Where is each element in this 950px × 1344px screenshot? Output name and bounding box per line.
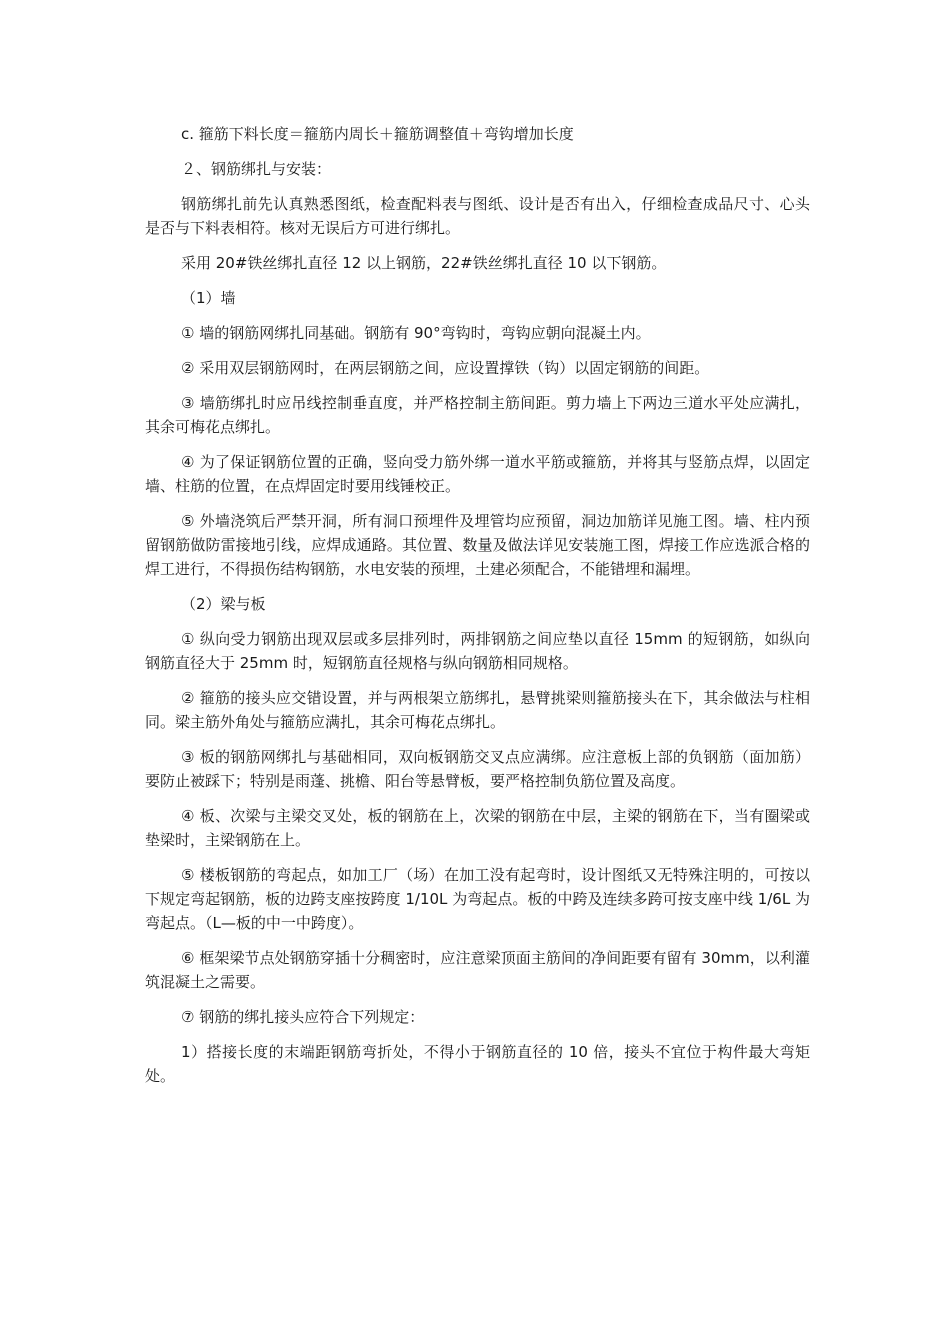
list-item: ⑦ 钢筋的绑扎接头应符合下列规定： <box>181 1008 425 1026</box>
list-item: ⑥ 框架梁节点处钢筋穿插十分稠密时，应注意梁顶面主筋间的净间距要有留有 30mm，以利灌筑混凝土之需要。 <box>145 949 810 991</box>
paragraph: c. 箍筋下料长度＝箍筋内周长＋箍筋调整值＋弯钩增加长度 <box>181 125 574 143</box>
list-item: ② 采用双层钢筋网时，在两层钢筋之间，应设置撑铁（钩）以固定钢筋的间距。 <box>181 359 710 377</box>
subsection-heading: （1）墙 <box>181 289 236 307</box>
list-item: ⑤ 楼板钢筋的弯起点，如加工厂（场）在加工没有起弯时，设计图纸又无特殊注明的，可按以下规定弯起钢筋，板的边跨支座按跨度 1/10L 为弯起点。板的中跨及连续多跨可按支座中线 1/6L 为弯起点。（L—板的中一中跨度）。 <box>145 866 810 932</box>
section-heading: ２、钢筋绑扎与安装： <box>181 160 332 178</box>
list-item: ③ 板的钢筋网绑扎与基础相同，双向板钢筋交叉点应满绑。应注意板上部的负钢筋（面加筋）要防止被踩下；特别是雨蓬、挑檐、阳台等悬臂板，要严格控制负筋位置及高度。 <box>145 748 810 790</box>
document-body <box>145 122 810 1088</box>
list-item: ④ 为了保证钢筋位置的正确，竖向受力筋外绑一道水平筋或箍筋，并将其与竖筋点焊，以固定墙、柱筋的位置，在点焊固定时要用线锤校正。 <box>145 453 810 495</box>
list-item: ② 箍筋的接头应交错设置，并与两根架立筋绑扎，悬臂挑梁则箍筋接头在下，其余做法与柱相同。梁主筋外角处与箍筋应满扎，其余可梅花点绑扎。 <box>145 689 810 731</box>
subsection-heading: （2）梁与板 <box>181 595 266 613</box>
list-item: ① 墙的钢筋网绑扎同基础。钢筋有 90°弯钩时，弯钩应朝向混凝土内。 <box>181 324 651 342</box>
list-item: ⑤ 外墙浇筑后严禁开洞，所有洞口预埋件及埋管均应预留，洞边加筋详见施工图。墙、柱内预留钢筋做防雷接地引线，应焊成通路。其位置、数量及做法详见安装施工图，焊接工作应选派合格的焊工进行，不得损伤结构钢筋，水电安装的预埋，土建必须配合，不能错埋和漏埋。 <box>145 512 810 578</box>
list-item: 1）搭接长度的末端距钢筋弯折处，不得小于钢筋直径的 10 倍，接头不宜位于构件最大弯矩处。 <box>145 1043 810 1085</box>
list-item: ④ 板、次梁与主梁交叉处，板的钢筋在上，次梁的钢筋在中层，主梁的钢筋在下，当有圈梁或垫梁时，主梁钢筋在上。 <box>145 807 810 849</box>
list-item: ③ 墙筋绑扎时应吊线控制垂直度，并严格控制主筋间距。剪力墙上下两边三道水平处应满扎，其余可梅花点绑扎。 <box>145 394 810 436</box>
paragraph: 采用 20#铁丝绑扎直径 12 以上钢筋，22#铁丝绑扎直径 10 以下钢筋。 <box>181 254 667 272</box>
paragraph: 钢筋绑扎前先认真熟悉图纸，检查配料表与图纸、设计是否有出入，仔细检查成品尺寸、心头是否与下料表相符。核对无误后方可进行绑扎。 <box>145 195 810 237</box>
list-item: ① 纵向受力钢筋出现双层或多层排列时，两排钢筋之间应垫以直径 15mm 的短钢筋，如纵向钢筋直径大于 25mm 时，短钢筋直径规格与纵向钢筋相同规格。 <box>145 630 810 672</box>
